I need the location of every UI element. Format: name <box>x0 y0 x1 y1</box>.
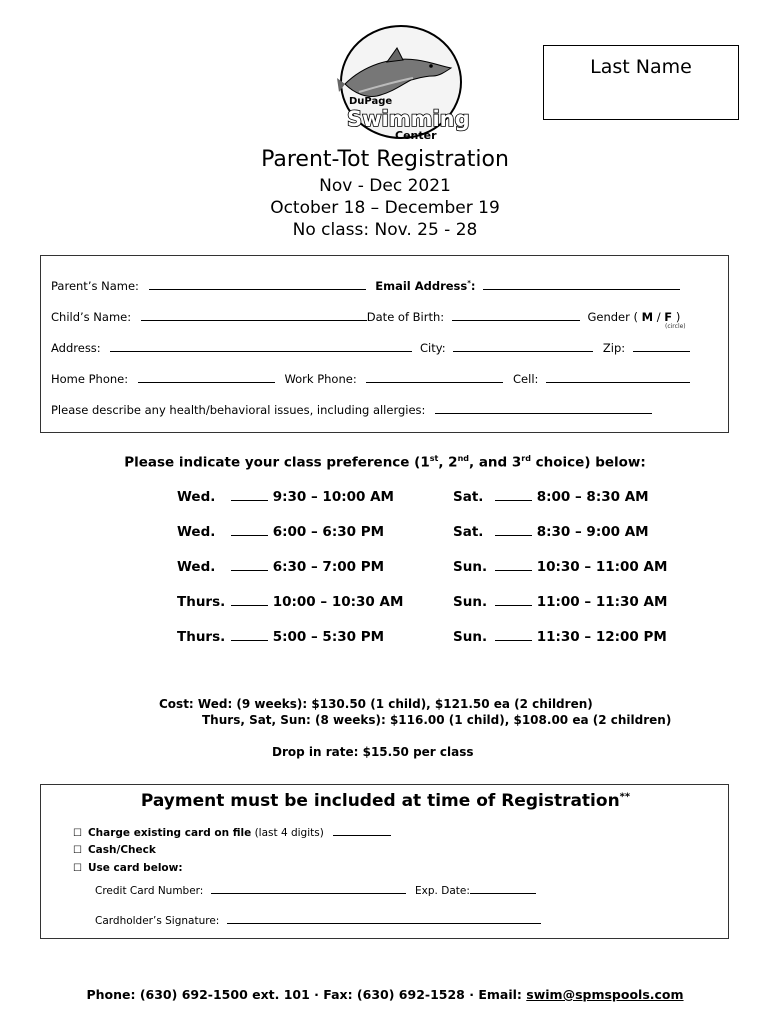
logo-line3: Center <box>395 129 437 142</box>
last-name-label: Last Name <box>590 56 692 78</box>
signature-label: Cardholder’s Signature: <box>95 915 220 927</box>
checkbox-icon[interactable]: ☐ <box>73 828 82 839</box>
choice-blank[interactable] <box>231 628 268 641</box>
row-child <box>51 309 680 324</box>
schedule-option: Sat. 8:30 – 9:00 AM <box>453 524 649 540</box>
email-field[interactable] <box>483 278 680 290</box>
checkbox-icon[interactable]: ☐ <box>73 863 82 874</box>
row-credit-card <box>95 884 536 897</box>
schedule-option: Wed. 9:30 – 10:00 AM <box>177 489 394 505</box>
registration-info-box <box>40 255 729 433</box>
drop-in-rate: Drop in rate: $15.50 per class <box>272 745 474 759</box>
dupage-swimming-center-logo <box>333 22 469 152</box>
work-phone-label: Work Phone: <box>284 372 357 386</box>
schedule-option: Sat. 8:00 – 8:30 AM <box>453 489 649 505</box>
child-name-field[interactable] <box>141 309 367 321</box>
work-phone-field[interactable] <box>366 371 503 383</box>
health-label: Please describe any health/behavioral issues, including allergies: <box>51 403 426 417</box>
payment-box <box>40 784 729 939</box>
row-phones <box>51 371 690 386</box>
parent-name-field[interactable] <box>149 278 366 290</box>
parent-name-label: Parent’s Name: <box>51 279 139 293</box>
circle-note: (circle) <box>665 323 686 330</box>
checkbox-icon[interactable]: ☐ <box>73 845 82 856</box>
dob-label: Date of Birth: <box>366 310 445 324</box>
dob-field[interactable] <box>452 309 580 321</box>
email-link[interactable]: swim@spmspools.com <box>526 987 684 1002</box>
schedule-option: Wed. 6:00 – 6:30 PM <box>177 524 385 540</box>
gender-m-option[interactable]: M <box>641 310 654 324</box>
footer-contact-text: Phone: (630) 692-1500 ext. 101 · Fax: (630) 692-1528 · Email: <box>86 987 522 1002</box>
schedule-option: Sun. 11:00 – 11:30 AM <box>453 594 668 610</box>
choice-blank[interactable] <box>495 593 532 606</box>
payment-title: Payment must be included at time of Registration** <box>140 791 631 811</box>
gender-separator: / <box>656 310 661 324</box>
cell-field[interactable] <box>546 371 690 383</box>
row-signature <box>95 914 541 927</box>
contact-footer <box>0 987 770 1002</box>
row-health <box>51 402 652 417</box>
schedule-option: Sun. 11:30 – 12:00 PM <box>453 629 667 645</box>
city-label: City: <box>420 341 446 355</box>
gender-label: Gender ( <box>587 310 638 324</box>
schedule-option: Thurs. 10:00 – 10:30 AM <box>177 594 404 610</box>
gender-close-paren: ) <box>675 310 681 324</box>
exp-date-label: Exp. Date: <box>415 885 470 897</box>
cost-wed: Cost: Wed: (9 weeks): $130.50 (1 child), $121.50 ea (2 children) <box>159 697 593 711</box>
zip-field[interactable] <box>633 340 690 352</box>
option-cash-check[interactable]: ☐ Cash/Check <box>73 844 156 856</box>
session-dates: October 18 – December 19 <box>270 198 500 218</box>
last-name-box[interactable] <box>543 45 739 120</box>
credit-card-label: Credit Card Number: <box>95 885 204 897</box>
signature-field[interactable] <box>227 914 541 924</box>
address-field[interactable] <box>110 340 412 352</box>
row-parent-email <box>51 278 680 293</box>
choice-blank[interactable] <box>231 523 268 536</box>
logo-line2: Swimming <box>347 107 469 131</box>
no-class-notice: No class: Nov. 25 - 28 <box>292 220 478 240</box>
choice-blank[interactable] <box>231 558 268 571</box>
cell-label: Cell: <box>513 372 539 386</box>
address-label: Address: <box>51 341 101 355</box>
page-title: Parent-Tot Registration <box>261 147 509 172</box>
schedule-option: Sun. 10:30 – 11:00 AM <box>453 559 668 575</box>
email-label: Email Address*: <box>375 279 476 293</box>
option-use-card[interactable]: ☐ Use card below: <box>73 862 183 874</box>
schedule-option: Thurs. 5:00 – 5:30 PM <box>177 629 385 645</box>
health-field[interactable] <box>435 402 652 414</box>
child-name-label: Child’s Name: <box>51 310 132 324</box>
cost-weekend: Thurs, Sat, Sun: (8 weeks): $116.00 (1 child), $108.00 ea (2 children) <box>202 713 672 727</box>
gender-f-option[interactable]: F <box>664 310 673 324</box>
row-address <box>51 340 690 355</box>
credit-card-field[interactable] <box>211 884 406 894</box>
city-field[interactable] <box>453 340 593 352</box>
option-charge-existing-card[interactable]: ☐ Charge existing card on file (last 4 digits) <box>73 826 391 839</box>
class-preference-heading: Please indicate your class preference (1st, 2nd, and 3rd choice) below: <box>124 454 646 471</box>
choice-blank[interactable] <box>231 593 268 606</box>
logo-line1: DuPage <box>349 96 393 107</box>
choice-blank[interactable] <box>495 628 532 641</box>
schedule-option: Wed. 6:30 – 7:00 PM <box>177 559 385 575</box>
choice-blank[interactable] <box>495 558 532 571</box>
choice-blank[interactable] <box>495 488 532 501</box>
choice-blank[interactable] <box>495 523 532 536</box>
session-label: Nov - Dec 2021 <box>319 176 451 196</box>
choice-blank[interactable] <box>231 488 268 501</box>
exp-date-field[interactable] <box>470 884 536 894</box>
home-phone-field[interactable] <box>138 371 275 383</box>
home-phone-label: Home Phone: <box>51 372 129 386</box>
zip-label: Zip: <box>602 341 626 355</box>
last-four-digits-field[interactable] <box>333 826 391 836</box>
